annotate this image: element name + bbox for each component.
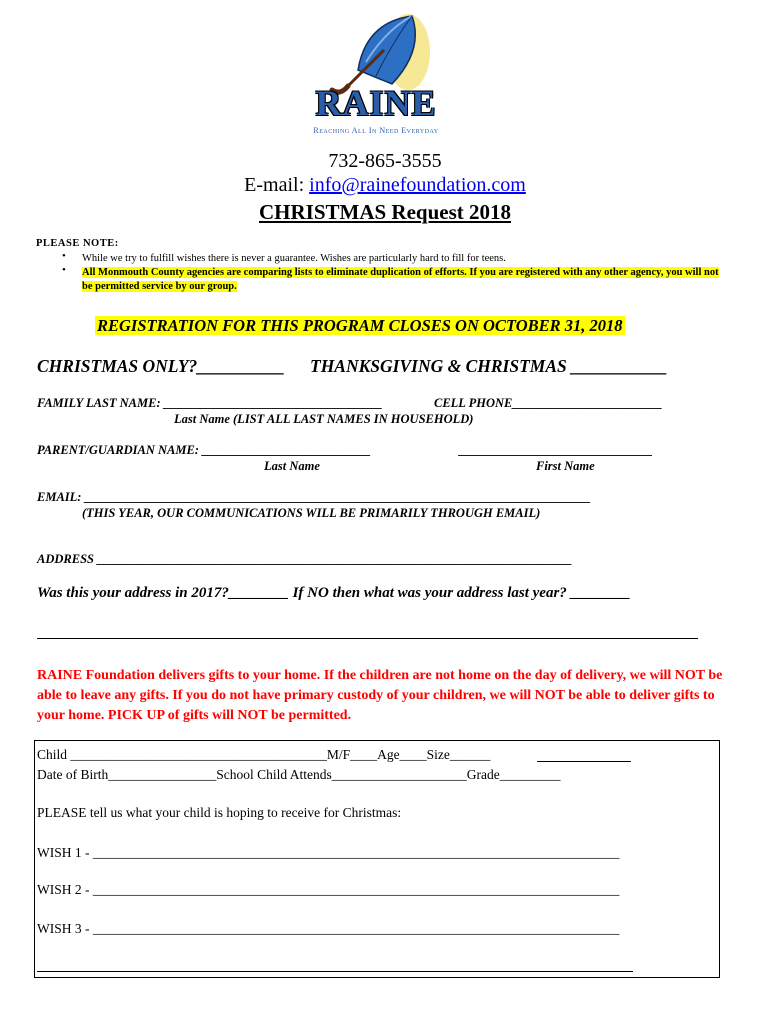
note-heading: PLEASE NOTE: (36, 238, 119, 249)
page-title: CHRISTMAS Request 2018 (258, 200, 512, 224)
parent-last-name-field[interactable]: PARENT/GUARDIAN NAME: ___________________________ (37, 443, 371, 457)
parent-first-name-field[interactable]: _______________________________ (459, 443, 653, 457)
raine-logo (296, 10, 456, 138)
wish-prompt: PLEASE tell us what your child is hoping to receive for Christmas: (37, 805, 402, 820)
extra-line[interactable] (37, 971, 633, 972)
thanksgiving-christmas-field[interactable]: THANKSGIVING & CHRISTMAS ___________ (310, 356, 668, 376)
email-hint: (THIS YEAR, OUR COMMUNICATIONS WILL BE PRIMARILY THROUGH EMAIL) (82, 506, 541, 520)
logo-wordmark: RAINE (315, 83, 437, 123)
previous-address-line[interactable] (37, 638, 698, 639)
child-info-box (34, 740, 720, 978)
email-link[interactable]: info@rainefoundation.com (309, 174, 526, 196)
logo-tagline: Reaching All In Need Everyday (313, 126, 439, 135)
wish-3-field[interactable]: WISH 3 - ______________________________________________________________________________ (37, 921, 620, 936)
family-last-name-hint: Last Name (LIST ALL LAST NAMES IN HOUSEHOLD) (174, 412, 474, 426)
bullet-icon: • (62, 250, 66, 262)
address-2017-field[interactable]: Was this your address in 2017?________ If NO then what was your address last year? ________ (37, 585, 631, 601)
size-line[interactable] (537, 761, 631, 762)
note-bullet-2 (82, 266, 722, 294)
email-label: E-mail: (244, 174, 305, 196)
note-bullet-1: While we try to fulfill wishes there is never a guarantee. Wishes are particularly hard to fill for teens. (82, 253, 506, 264)
email-field[interactable]: EMAIL: _________________________________________________________________________________ (37, 490, 591, 504)
address-field[interactable]: ADDRESS ____________________________________________________________________________ (37, 552, 573, 566)
note-bullet-2-text: All Monmouth County agencies are comparing lists to eliminate duplication of efforts. If you are registered with any other agency, you will not be permitted service by our group. (82, 267, 719, 292)
wish-2-field[interactable]: WISH 2 - ______________________________________________________________________________ (37, 882, 620, 897)
deadline-text: REGISTRATION FOR THIS PROGRAM CLOSES ON OCTOBER 31, 2018 (97, 316, 623, 335)
date-of-birth-field[interactable]: Date of Birth________________School Child Attends____________________Grade_________ (37, 767, 561, 782)
email-line (0, 174, 770, 197)
delivery-warning: RAINE Foundation delivers gifts to your home. If the children are not home on the day of delivery, we will NOT be able to leave any gifts. If you do not have primary custody of your children, we will NOT be able to deliver gifts to your home. PICK UP of gifts will NOT be permitted. (37, 668, 723, 723)
last-name-label: Last Name (264, 459, 320, 473)
first-name-label: First Name (536, 459, 595, 473)
registration-deadline (95, 316, 625, 336)
cell-phone-field[interactable]: CELL PHONE________________________ (434, 396, 663, 410)
child-name-field[interactable]: Child ______________________________________M/F____Age____Size______ (37, 747, 491, 762)
bullet-icon: • (62, 264, 66, 276)
phone-number: 732-865-3555 (328, 150, 442, 172)
christmas-only-field[interactable]: CHRISTMAS ONLY?__________ (37, 356, 285, 376)
family-last-name-field[interactable]: FAMILY LAST NAME: ___________________________________ (37, 396, 383, 410)
wish-1-field[interactable]: WISH 1 - ______________________________________________________________________________ (37, 845, 620, 860)
